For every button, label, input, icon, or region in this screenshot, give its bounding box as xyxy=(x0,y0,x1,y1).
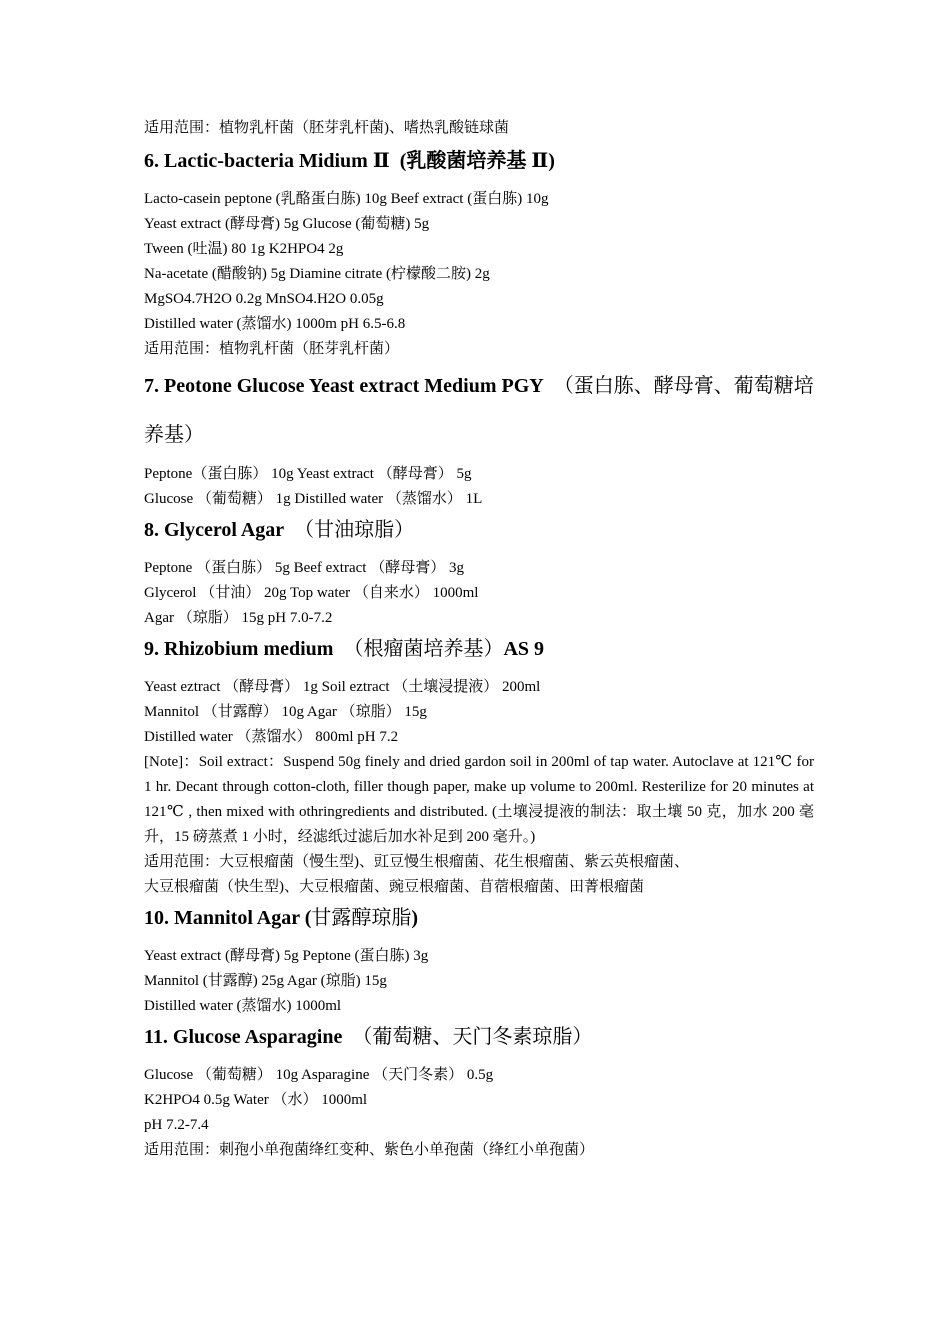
recipe-line: Lacto-casein peptone (乳酪蛋白胨) 10g Beef extract (蛋白胨) 10g xyxy=(144,191,549,207)
heading-cn: （蛋白胨、酵母膏、葡萄糖培养基） xyxy=(144,375,814,446)
heading-cn: (乳酸菌培养基 Ⅱ) xyxy=(399,150,555,172)
heading-cn: 甘露醇琼脂 xyxy=(311,907,412,929)
recipe-line: Na-acetate (醋酸钠) 5g Diamine citrate (柠檬酸二胺) 2g xyxy=(144,266,490,282)
recipe-line: Glucose （葡萄糖） 1g Distilled water （蒸馏水） 1L xyxy=(144,491,483,507)
heading-en: 6. Lactic-bacteria Midium Ⅱ xyxy=(144,150,390,172)
scope-line: 适用范围：植物乳杆菌（胚芽乳杆菌） xyxy=(144,341,400,357)
heading-en: 10. Mannitol Agar ( xyxy=(144,907,312,929)
recipe-line: Mannitol （甘露醇） 10g Agar （琼脂） 15g xyxy=(144,704,427,720)
section-heading xyxy=(144,147,814,175)
heading-suffix: ) xyxy=(411,907,419,929)
section-11 xyxy=(144,1023,814,1163)
heading-suffix: AS 9 xyxy=(503,638,545,660)
section-heading xyxy=(144,635,814,663)
section-6 xyxy=(144,147,814,362)
document-page xyxy=(144,116,814,1163)
recipe-line: pH 7.2-7.4 xyxy=(144,1117,209,1133)
recipe-line: MgSO4.7H2O 0.2g MnSO4.H2O 0.05g xyxy=(144,291,384,307)
scope-line: 适用范围：大豆根瘤菌（慢生型)、豇豆慢生根瘤菌、花生根瘤菌、紫云英根瘤菌、 xyxy=(144,854,689,870)
section-8 xyxy=(144,516,814,631)
heading-en: 7. Peotone Glucose Yeast extract Medium PGY xyxy=(144,375,544,397)
section-10 xyxy=(144,904,814,1019)
scope-line: 适用范围：刺孢小单孢菌绛红变种、紫色小单孢菌（绛红小单孢菌） xyxy=(144,1142,595,1158)
recipe-line: Distilled water （蒸馏水） 800ml pH 7.2 xyxy=(144,729,399,745)
recipe-line: Distilled water (蒸馏水) 1000ml xyxy=(144,998,342,1014)
section-heading xyxy=(144,362,814,460)
note-paragraph: [Note]：Soil extract：Suspend 50g finely and dried gardon soil in 200ml of tap water. Autoclave at 121℃ for 1 hr. Decant through cotton-cloth, filler though paper, make up volume to 200ml. Resterilize for 20 minutes at 121℃ , then mixed with othringredients and distributed. (土壤浸提液的制法：取土壤 50 克，加水 200 毫升，15 磅蒸煮 1 小时，经滤纸过滤后加水补足到 200 毫升。) xyxy=(144,754,814,845)
section-heading xyxy=(144,516,814,544)
section-9 xyxy=(144,635,814,900)
heading-en: 11. Glucose Asparagine xyxy=(144,1026,343,1048)
recipe-line: Mannitol (甘露醇) 25g Agar (琼脂) 15g xyxy=(144,973,387,989)
heading-en: 8. Glycerol Agar xyxy=(144,519,285,541)
recipe-line: Tween (吐温) 80 1g K2HPO4 2g xyxy=(144,241,344,257)
heading-cn: （甘油琼脂） xyxy=(294,519,415,541)
scope-line: 适用范围：植物乳杆菌（胚芽乳杆菌)、嗜热乳酸链球菌 xyxy=(144,120,509,136)
section-heading xyxy=(144,1023,814,1051)
recipe-line: Distilled water (蒸馏水) 1000m pH 6.5-6.8 xyxy=(144,316,406,332)
scope-line: 大豆根瘤菌（快生型)、大豆根瘤菌、豌豆根瘤菌、苜蓿根瘤菌、田菁根瘤菌 xyxy=(144,879,644,895)
heading-cn: （根瘤菌培养基） xyxy=(343,638,504,660)
recipe-line: Yeast extract (酵母膏) 5g Glucose (葡萄糖) 5g xyxy=(144,216,430,232)
recipe-line: Agar （琼脂） 15g pH 7.0-7.2 xyxy=(144,610,333,626)
recipe-line: Glucose （葡萄糖） 10g Asparagine （天门冬素） 0.5g xyxy=(144,1067,494,1083)
section-heading xyxy=(144,904,814,932)
recipe-line: Peptone （蛋白胨） 5g Beef extract （酵母膏） 3g xyxy=(144,560,464,576)
recipe-line: Yeast eztract （酵母膏） 1g Soil eztract （土壤浸提液） 200ml xyxy=(144,679,541,695)
recipe-line: Peptone（蛋白胨） 10g Yeast extract （酵母膏） 5g xyxy=(144,466,472,482)
section-7 xyxy=(144,362,814,512)
heading-en: 9. Rhizobium medium xyxy=(144,638,334,660)
heading-cn: （葡萄糖、天门冬素琼脂） xyxy=(352,1026,593,1048)
recipe-line: Glycerol （甘油） 20g Top water （自来水） 1000ml xyxy=(144,585,479,601)
recipe-line: K2HPO4 0.5g Water （水） 1000ml xyxy=(144,1092,368,1108)
recipe-line: Yeast extract (酵母膏) 5g Peptone (蛋白胨) 3g xyxy=(144,948,429,964)
